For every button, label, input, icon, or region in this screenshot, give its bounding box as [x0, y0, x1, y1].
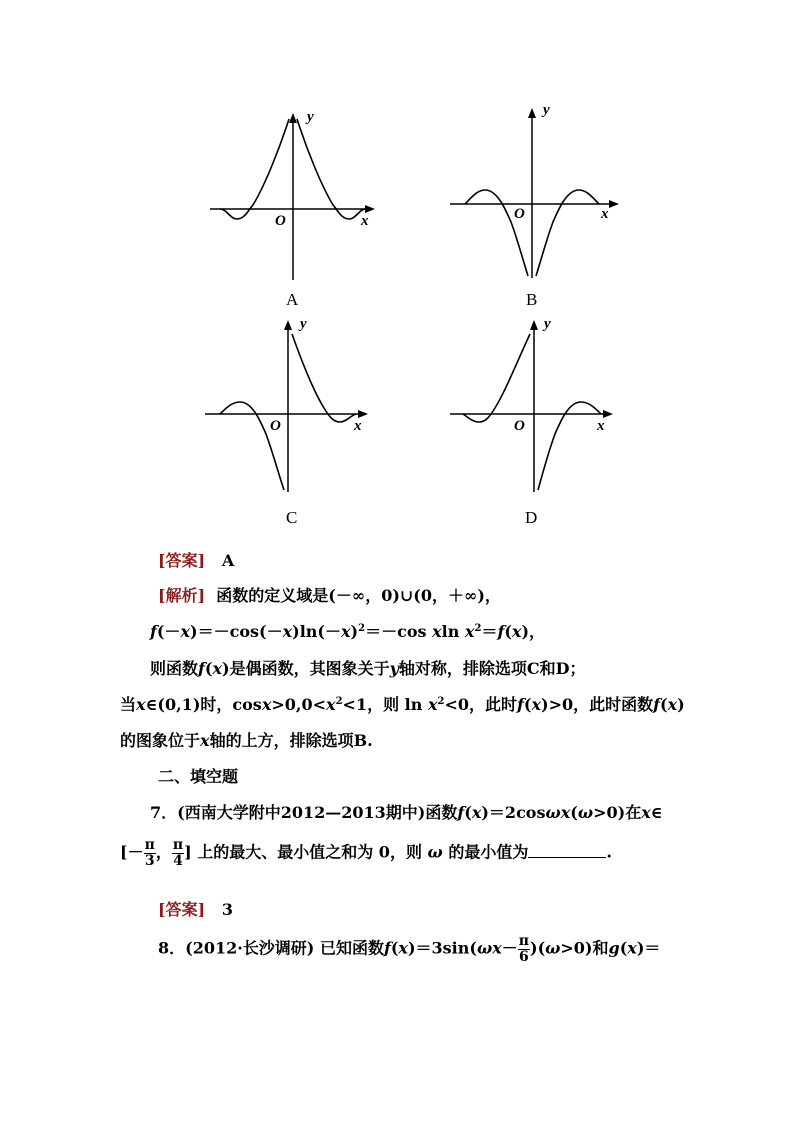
graph-d-origin-label: O — [514, 418, 525, 434]
answer-blank — [528, 843, 606, 858]
t: ] 上的最大、最小值之和为 0，则 — [184, 842, 428, 862]
analysis-tag: [解析] — [158, 586, 206, 605]
t: >0)和 — [560, 938, 609, 958]
t: 8．(2012·长沙调研) 已知函数 — [158, 938, 384, 958]
t: 当 — [120, 695, 137, 714]
answer-2-line — [158, 897, 758, 920]
t: π — [172, 837, 184, 853]
t: x — [326, 695, 336, 714]
t: ∈(0,1)时，cos — [145, 695, 262, 714]
graph-c-y-label: y — [300, 316, 307, 332]
analysis-line-5 — [120, 728, 760, 751]
t: f — [497, 622, 505, 641]
t: g — [608, 938, 620, 958]
t: )， — [521, 622, 546, 641]
answer-value: 3 — [221, 900, 234, 919]
t: f — [517, 695, 524, 714]
t: ω — [545, 938, 561, 958]
t: ( — [464, 803, 472, 822]
t: f — [150, 622, 157, 641]
t: x — [398, 938, 408, 958]
graph-a-x-label: x — [361, 213, 369, 229]
t: 4 — [173, 852, 183, 869]
t: x — [511, 622, 522, 641]
graph-b-x-label: x — [601, 206, 609, 222]
question-7-line-2 — [120, 838, 760, 868]
graph-c-plot — [200, 312, 380, 497]
graph-c-origin-label: O — [270, 418, 281, 434]
graph-b-origin-label: O — [514, 206, 525, 222]
question-7-line-1 — [150, 800, 770, 823]
graph-a-origin-label: O — [275, 213, 286, 229]
t: x — [641, 803, 651, 822]
graph-d-plot — [445, 312, 625, 497]
graph-b-caption: B — [526, 290, 538, 309]
t: (－ — [156, 622, 181, 641]
graph-a-caption: A — [286, 290, 299, 309]
graph-b-plot — [445, 98, 625, 283]
graph-a-y-label: y — [307, 109, 314, 125]
answer-tag: [答案] — [158, 551, 206, 570]
t: 的最小值为 — [442, 842, 529, 862]
t: x — [261, 695, 272, 714]
t: )＝3sin( — [407, 938, 477, 958]
graph-c-caption: C — [286, 508, 298, 527]
t: )＝2cos — [481, 803, 546, 822]
fraction-pi-over-6 — [518, 934, 530, 964]
t: )＝－cos(－ — [190, 622, 283, 641]
t: <1，则 ln — [342, 695, 428, 714]
t: 2 — [358, 623, 366, 634]
t: )＝ — [636, 938, 661, 958]
fraction-pi-over-3 — [144, 838, 156, 868]
t: ， — [155, 842, 172, 862]
analysis-line-1 — [158, 583, 758, 606]
t: x — [464, 622, 475, 641]
t: ＝－cos — [365, 622, 433, 641]
t: [－ — [120, 842, 144, 862]
t: )>0，此时函数 — [541, 695, 654, 714]
t: ( — [523, 695, 532, 714]
t: )ln(－ — [292, 622, 341, 641]
answer-value: A — [221, 551, 235, 570]
t: 轴对称，排除选项C和D； — [398, 659, 586, 678]
t: x — [212, 659, 223, 678]
t: ( — [570, 803, 578, 822]
graph-d-caption: D — [525, 508, 538, 527]
analysis-text-1: 函数的定义域是(－∞，0)∪(0，＋∞)， — [216, 586, 501, 605]
graph-c-x-label: x — [354, 418, 362, 434]
t: π — [518, 933, 530, 949]
t: x — [432, 622, 442, 641]
t: f — [383, 938, 391, 958]
t: >0)在 — [593, 803, 642, 822]
t: ) — [677, 695, 685, 714]
section-heading: 二、填空题 — [158, 767, 239, 786]
graph-a-plot — [205, 105, 380, 285]
t: x — [282, 622, 293, 641]
t: 7．(西南大学附中2012—2013期中)函数 — [150, 803, 458, 822]
t: )是偶函数，其图象关于 — [222, 659, 390, 678]
t: － — [501, 938, 518, 958]
t: ＝ — [481, 622, 498, 641]
t: 轴的上方，排除选项B. — [209, 731, 373, 750]
question-8-line-1 — [158, 934, 778, 964]
graph-b-y-label: y — [543, 102, 550, 118]
t: . — [606, 842, 612, 862]
t: 2 — [474, 623, 482, 634]
graph-b — [445, 98, 625, 283]
t: ( — [504, 622, 512, 641]
t: f — [198, 659, 205, 678]
t: x — [667, 695, 678, 714]
t: ( — [660, 695, 668, 714]
t: ( — [390, 938, 399, 958]
t: x — [180, 622, 191, 641]
t: x — [136, 695, 146, 714]
t: ( — [619, 938, 628, 958]
t: ωx — [545, 803, 571, 822]
t: ∈ — [650, 803, 663, 822]
graph-c — [200, 312, 380, 497]
t: x — [471, 803, 482, 822]
t: y — [389, 659, 399, 678]
t: ω — [427, 842, 443, 862]
graph-d-y-label: y — [544, 316, 551, 332]
t: x — [531, 695, 542, 714]
t: 的图象位于 — [120, 731, 201, 750]
graph-d — [445, 312, 625, 497]
t: x — [627, 938, 637, 958]
t: x — [200, 731, 210, 750]
analysis-line-2 — [150, 619, 750, 642]
t: f — [457, 803, 465, 822]
t: x — [427, 695, 438, 714]
t: 3 — [144, 852, 155, 869]
t: )( — [530, 938, 546, 958]
analysis-line-4 — [120, 692, 760, 715]
t: 2 — [335, 696, 343, 707]
graph-a — [205, 105, 380, 285]
t: π — [144, 837, 155, 853]
t: f — [653, 695, 661, 714]
answer-tag: [答案] — [158, 900, 206, 919]
t: ln — [441, 622, 465, 641]
t: ( — [204, 659, 213, 678]
t: ) — [350, 622, 359, 641]
analysis-line-3 — [150, 656, 750, 679]
t: >0,0< — [271, 695, 327, 714]
t: <0，此时 — [444, 695, 517, 714]
t: ω — [577, 803, 594, 822]
fraction-pi-over-4 — [172, 838, 184, 868]
graph-d-x-label: x — [597, 418, 605, 434]
t: ωx — [476, 938, 502, 958]
answer-1-line — [158, 548, 758, 571]
t: x — [341, 622, 351, 641]
t: 则函数 — [150, 659, 199, 678]
t: 2 — [437, 696, 445, 707]
t: 6 — [519, 948, 529, 965]
